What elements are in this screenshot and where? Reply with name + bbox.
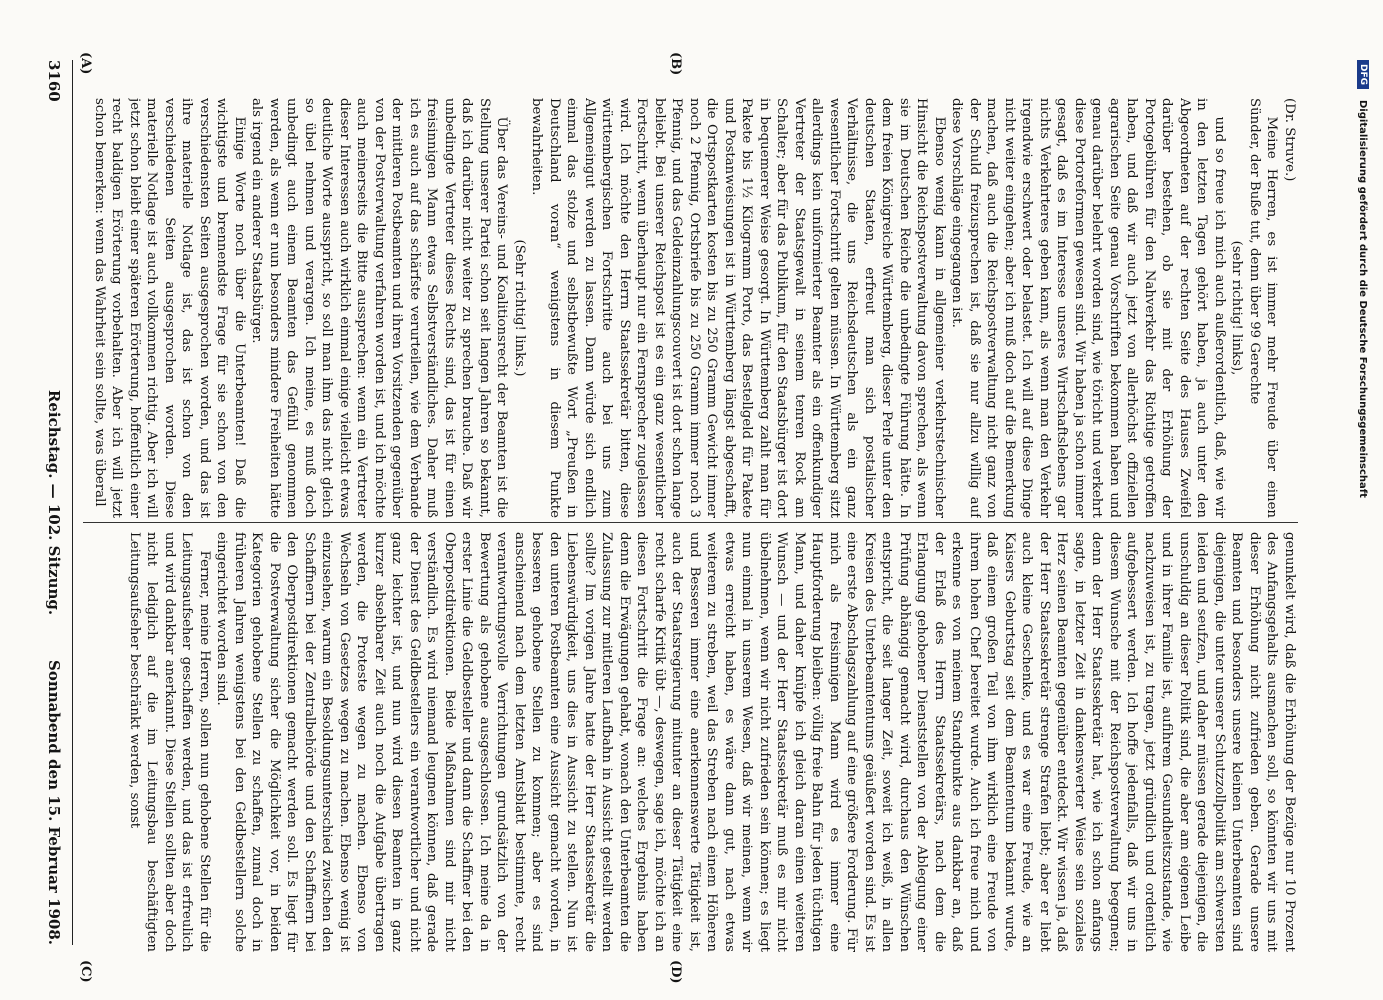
paragraph: Einige Worte noch über die Unterbeamten! Daß die wichtigste und brennendste Frage für sie schon von den verschiedensten Seiten ausgesprochen worden, und das ist ihre materielle Notlage ist, das ist schon von den verschiedenen Seiten ausgesprochen worden. Diese materielle Notlage ist auch vollkommen richtig. Aber ich will jetzt schon bleibt einer späteren Erörterung, hoffentlich einer recht baldigen Erörterung vorbehalten. Aber ich will jetzt schon bemerken: wenn das Wahrheit sein sollte, was überall (92, 98, 247, 518)
interjection: (Sehr richtig! links.) (512, 239, 527, 377)
speaker-label: (Dr. Struve.) (1282, 98, 1297, 182)
paragraph: Meine Herren, es ist immer mehr Freude über einen Sünder, der Buße tut, denn über 99 Gerechte (1247, 98, 1280, 518)
margin-marker-b: (B) (668, 52, 683, 76)
right-text-column (83, 532, 1298, 952)
session-title: Reichstag. — 102. Sitzung. (45, 389, 63, 616)
column-divider (83, 522, 1298, 523)
header-rule (72, 60, 73, 945)
margin-marker-a: (A) (78, 52, 93, 75)
left-text-column (83, 98, 1298, 518)
paragraph: Ferner, meine Herren, sollen nun gehobene Stellen für die Leitungsaufseher geschaffen werden, und das ist erfreulich und wird dankbar anerkannt. Diese Stellen sollten aber doch nicht lediglich auf die im Leitungsbau beschäftigten Leitungsaufseher beschränkt werden, sonst (127, 532, 212, 952)
paragraph: Ebenso wenig kann in allgemeiner verkehrstechnischer Hinsicht die Reichspostverwaltung davon sprechen, als wenn sie im Deutschen Reiche die unbedingte Führung hätte. In dem freien Königreiche Württemberg, dieser Perle unter den deutschen Staaten, erfreut man sich postalischer Verhältnisse, die uns Reichsdeutschen als ein ganz wesentlicher Fortschritt gelten müssen. In Württemberg sitzt allerdings kein uniformierter Beamter als ein offenkundiger Vertreter der Staatsgewalt in seinem tenren Rock am Schalter; aber für das Publikum, für den Staatsbürger ist dort in bequemerer Weise gesorgt. In Württemberg zahlt man für Pakete bis 1½ Kilogramm Porto, das Bestellgeld für Pakete und Postanweisungen ist in Württemberg längst abgeschafft, die Ortspostkarten kosten bis zu 250 Gramm Gewicht immer noch 2 Pfennig, Ortsbriefe bis zu 250 Gramm immer noch 3 Pfennig, und das Geldeinzahlungscouvert ist dort schon lange beliebt. Bei unserer Reichspost ist es ein ganz wesentlicher Fortschritt, wenn überhaupt nur ein Fernsprecher zugelassen wird. Ich möchte den Herrn Staatssekretär bitten, diese württembergischen Fortschritte auch bei uns zum Allgemeingut werden zu lassen. Dann würde sich endlich einmal das stolze und selbstbewußte Wort „Preußen in Deutschland voran“ wenigstens in diesem Punkte bewahrheiten. (529, 98, 947, 518)
margin-marker-c: (C) (78, 960, 93, 983)
interjection: (sehr richtig! links), (1229, 240, 1245, 376)
session-date: Sonnabend den 15. Februar 1908. (45, 660, 63, 945)
digitization-footer (1345, 60, 1375, 945)
digitization-credit: Digitalisierung gefördert durch die Deutsche Forschungsgemeinschaft (1357, 100, 1368, 498)
paragraph: Über das Vereins- und Koalitionsrecht der Beamten ist die Stellung unserer Partei schon seit langen Jahren so bekannt, daß ich darüber nicht weiter zu sprechen brauche. Daß wir unbedingte Vertreter dieses Rechts sind, das ist für einen freisinnigen Mann etwas Selbstverständliches. Daher muß ich es auch auf das schärfste verurteilen, wie dem Verbande der mittleren Postbeamten und ihren Vorsitzenden gegenüber von der Postverwaltung verfahren worden ist, und ich möchte auch meinerseits die Bitte aussprechen: wenn ein Vertreter dieser Interessen auch wirklich einmal einige vielleicht etwas deutliche Worte ausspricht, so soll man ihm das nicht gleich so übel nehmen und verargen. Ich meine, es muß doch unbedingt auch einem Beamten das Gefühl genommen werden, als wenn er nun besonders mindere Freiheiten hätte als irgend ein anderer Staatsbürger. (249, 98, 510, 518)
page-header (35, 60, 63, 945)
margin-marker-d: (D) (668, 960, 683, 984)
page-number: 3160 (45, 60, 63, 102)
dfg-logo: DFG (1357, 60, 1369, 89)
paragraph: genunkelt wird, daß die Erhöhung der Bezüge nur 10 Prozent des Anfangsgehalts ausmachen soll, so könnten wir uns mit dieser Erhöhung nicht zufrieden geben. Gerade unsere Beamten und besonders unsere kleinen Unterbeamten sind diejenigen, die unter unserer Schutzzollpolitik am schwersten leiden und seufzen, und daher müssen gerade diejenigen, die unschuldig an dieser Politik sind, die aber am eigenen Leibe und in ihrer Familie ist, aufihrem Gesundheitszustande, wie nachzuweisen ist, zu tragen, jetzt gründlich und ordentlich aufgebessert werden. Ich hoffe jedenfalls, daß wir uns in diesem Wunsche mit der Reichspostverwaltung begegnen; denn der Herr Staatssekretär hat, wie ich schon anfangs sagte, in letzter Zeit in dankenswerter Weise sein soziales Herz seinen Beamten gegenüber entdeckt. Wir wissen ja, daß der Herr Staatssekretär strenge Strafen liebt; aber er liebt auch kleine Geschenke, und es war eine Freude, wie an Kaisers Geburtstag seit dem Beamtentum bekannt wurde, daß einem großen Teil von ihm wirklich eine Freude von ihrem hohen Chef bereitet wurde. Auch ich freue mich und erkenne es von meinem Standpunkte aus dankbar an, daß der Erlaß des Herrn Staatssekretärs, nach dem die Erlangung gehobener Dienststellen von der Ablegung einer Prüfung abhängig gemacht wird, durchaus den Wünschen entspricht, die seit langer Zeit, soweit ich weiß, in allen Kreisen des Unterbeamtentums geäußert worden sind. Es ist eine erste Abschlagszahlung auf eine größere Forderung. Für mich als freisinnigen Mann wird es immer eine Hauptforderung bleiben: völlig freie Bahn für jeden tüchtigen Mann, und daher knüpfe ich gleich daran einen weiteren Wunsch — und der Herr Staatssekretär muß es mir nicht übelnehmen, wenn wir nicht zufrieden sein können; es liegt nun einmal in unserem Wesen, daß wir meinen, wenn wir etwas erreicht haben, es wäre dann gut, nach etwas weiterem zu streben, weil das Streben nach einem Höheren und Besseren immer eine anerkennenswerte Tätigkeit ist, auch der Staatsregierung mitunter an dieser Tätigkeit eine recht scharfe Kritik übt —, deswegen, sage ich, möchte ich an diesen Fortschritt die Frage an: welches Ergebnis haben denn die Erwägungen gehabt, wonach den Unterbeamten die Zulassung zur mittleren Laufbahn in Aussicht gestellt werden sollte? Im vorigen Jahre hatte der Herr Staatssekretär die Liebenswürdigkeit, uns dies in Aussicht zu stellen. Nun ist den unteren Postbeamten eine Aussicht gemacht worden, in besseren gehobene Stellen zu kommen; aber es sind anscheinend nach dem letzten Amtsblatt bestimmte, recht verantwortungsvolle Verrichtungen grundsätzlich von der Bewertung als gehobene ausgeschlossen. Ich meine da in erster Linie die Geldbesteller und dann die Schaffner bei den Oberpostdirektionen. Beide Maßnahmen sind mir nicht verständlich. Es wird niemand leugnen können, daß gerade der Dienst des Geldbestellers ein verantwortlicher und nicht ganz leichter ist, und nun wird diesen Beamten in ganz kurzer absehbarer Zeit auch noch die Aufgabe übertragen werden, die Proteste wegen zu machen. Ebenso von Wechseln von Gesetzes wegen zu machen. Ebenso wenig ist einzusehen, warum ein Besoldungsunterschied zwischen den Schaffnern bei der Zentralbehörde und den Schaffnern bei den Oberpostdirektionen gemacht werden soll. Es liegt für die Postverwaltung sicher die Möglichkeit vor, in beiden Kategorien gehobene Stellen zu schaffen, zumal doch in früheren Jahren wenigstens bei den Geldbestellern solche eingerichtet worden sind. (214, 532, 1297, 952)
paragraph: und so freue ich mich auch außerordentlich, daß, wie wir in den letzten Tagen gehört haben, ja auch unter den Abgeordneten auf der rechten Seite des Hauses Zweifel darüber bestehen, ob sie mit der Erhöhung der Portogebühren für den Nahverkehr das Richtige getroffen haben, und daß wir auch jetzt von allerhöchst offiziellen agrarischen Seite genau Vorschriften bekommen haben und genau darüber belehrt worden sind, wie töricht und verkehrt diese Portoreformen gewesen sind. Wir haben ja schon immer gesagt, daß es im Interesse unseres Wirtschaftslebens gar nichts Verkehrteres geben kann, als wenn man den Verkehr irgendwie erschwert oder belastet. Ich will auf diese Dinge nicht weiter eingehen; aber ich muß doch auf die Bemerkung machen, daß auch die Reichspostverwaltung nicht ganz von der Schuld freizusprechen ist, daß sie nur allzu willig auf diese Vorschläge eingegangen ist. (949, 98, 1227, 518)
